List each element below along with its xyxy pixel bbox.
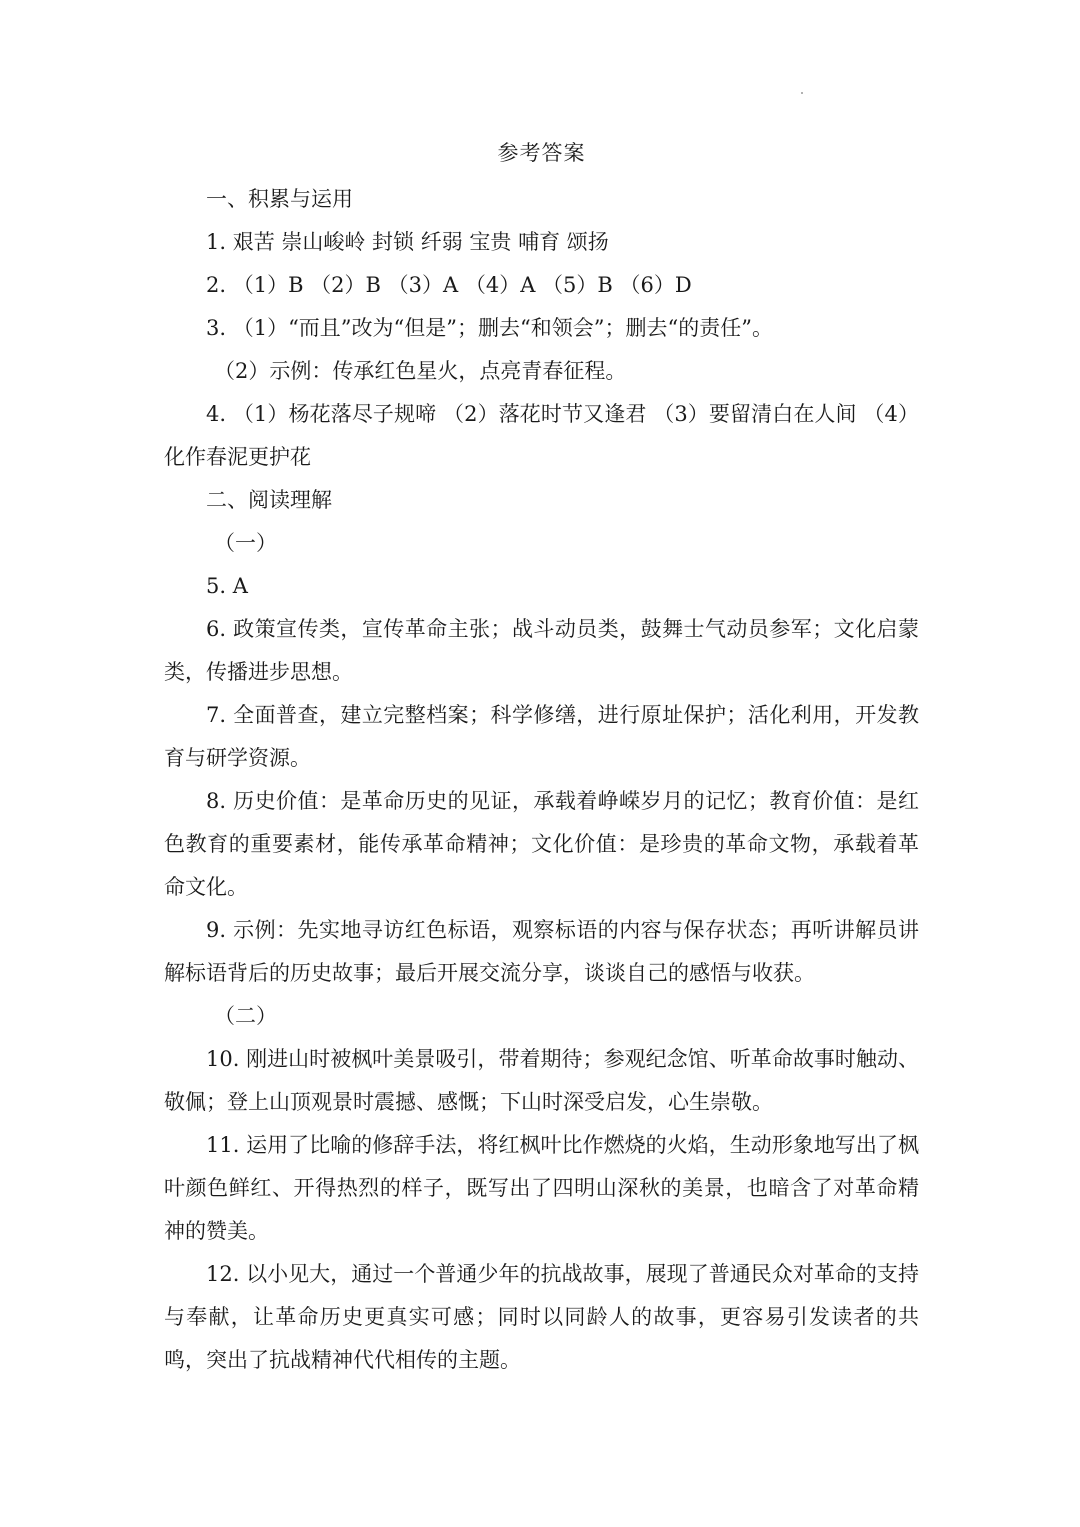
answer-2: 2. （1）B （2）B （3）A （4）A （5）B （6）D xyxy=(206,273,692,297)
answer-10: 10. 刚进山时被枫叶美景吸引，带着期待；参观纪念馆、听革命故事时触动、敬佩；登上山顶观景时震撼、感慨；下山时深受启发，心生崇敬。 xyxy=(164,1047,919,1114)
answer-4: 4. （1）杨花落尽子规啼 （2）落花时节又逢君 （3）要留清白在人间 （4）化作春泥更护花 xyxy=(164,402,919,469)
answer-1: 1. 艰苦 崇山峻岭 封锁 纤弱 宝贵 哺育 颂扬 xyxy=(206,230,609,254)
answer-12: 12. 以小见大，通过一个普通少年的抗战故事，展现了普通民众对革命的支持与奉献，让革命历史更真实可感；同时以同龄人的故事，更容易引发读者的共鸣，突出了抗战精神代代相传的主题。 xyxy=(164,1262,919,1372)
section-heading-accumulation: 一、积累与运用 xyxy=(206,187,353,211)
reading-part-1-label: （一） xyxy=(214,531,277,555)
answer-9: 9. 示例：先实地寻访红色标语，观察标语的内容与保存状态；再听讲解员讲解标语背后的历史故事；最后开展交流分享，谈谈自己的感悟与收获。 xyxy=(164,918,919,985)
section-heading-reading: 二、阅读理解 xyxy=(206,488,332,512)
answer-7: 7. 全面普查，建立完整档案；科学修缮，进行原址保护；活化利用，开发教育与研学资源。 xyxy=(164,703,919,770)
answer-8: 8. 历史价值：是革命历史的见证，承载着峥嵘岁月的记忆；教育价值：是红色教育的重要素材，能传承革命精神；文化价值：是珍贵的革命文物，承载着革命文化。 xyxy=(164,789,919,899)
answer-3-part-1: 3. （1）“而且”改为“但是”；删去“和领会”；删去“的责任”。 xyxy=(206,316,773,340)
scan-dot xyxy=(801,92,803,94)
answer-content xyxy=(164,136,919,1382)
answer-3-part-2: （2）示例：传承红色星火，点亮青春征程。 xyxy=(214,359,627,383)
page-title: 参考答案 xyxy=(497,141,586,165)
answer-11: 11. 运用了比喻的修辞手法，将红枫叶比作燃烧的火焰，生动形象地写出了枫叶颜色鲜红、开得热烈的样子，既写出了四明山深秋的美景，也暗含了对革命精神的赞美。 xyxy=(164,1133,919,1243)
answer-5: 5. A xyxy=(206,574,248,598)
answer-6: 6. 政策宣传类，宣传革命主张；战斗动员类，鼓舞士气动员参军；文化启蒙类，传播进步思想。 xyxy=(164,617,919,684)
reading-part-2-label: （二） xyxy=(214,1004,277,1028)
